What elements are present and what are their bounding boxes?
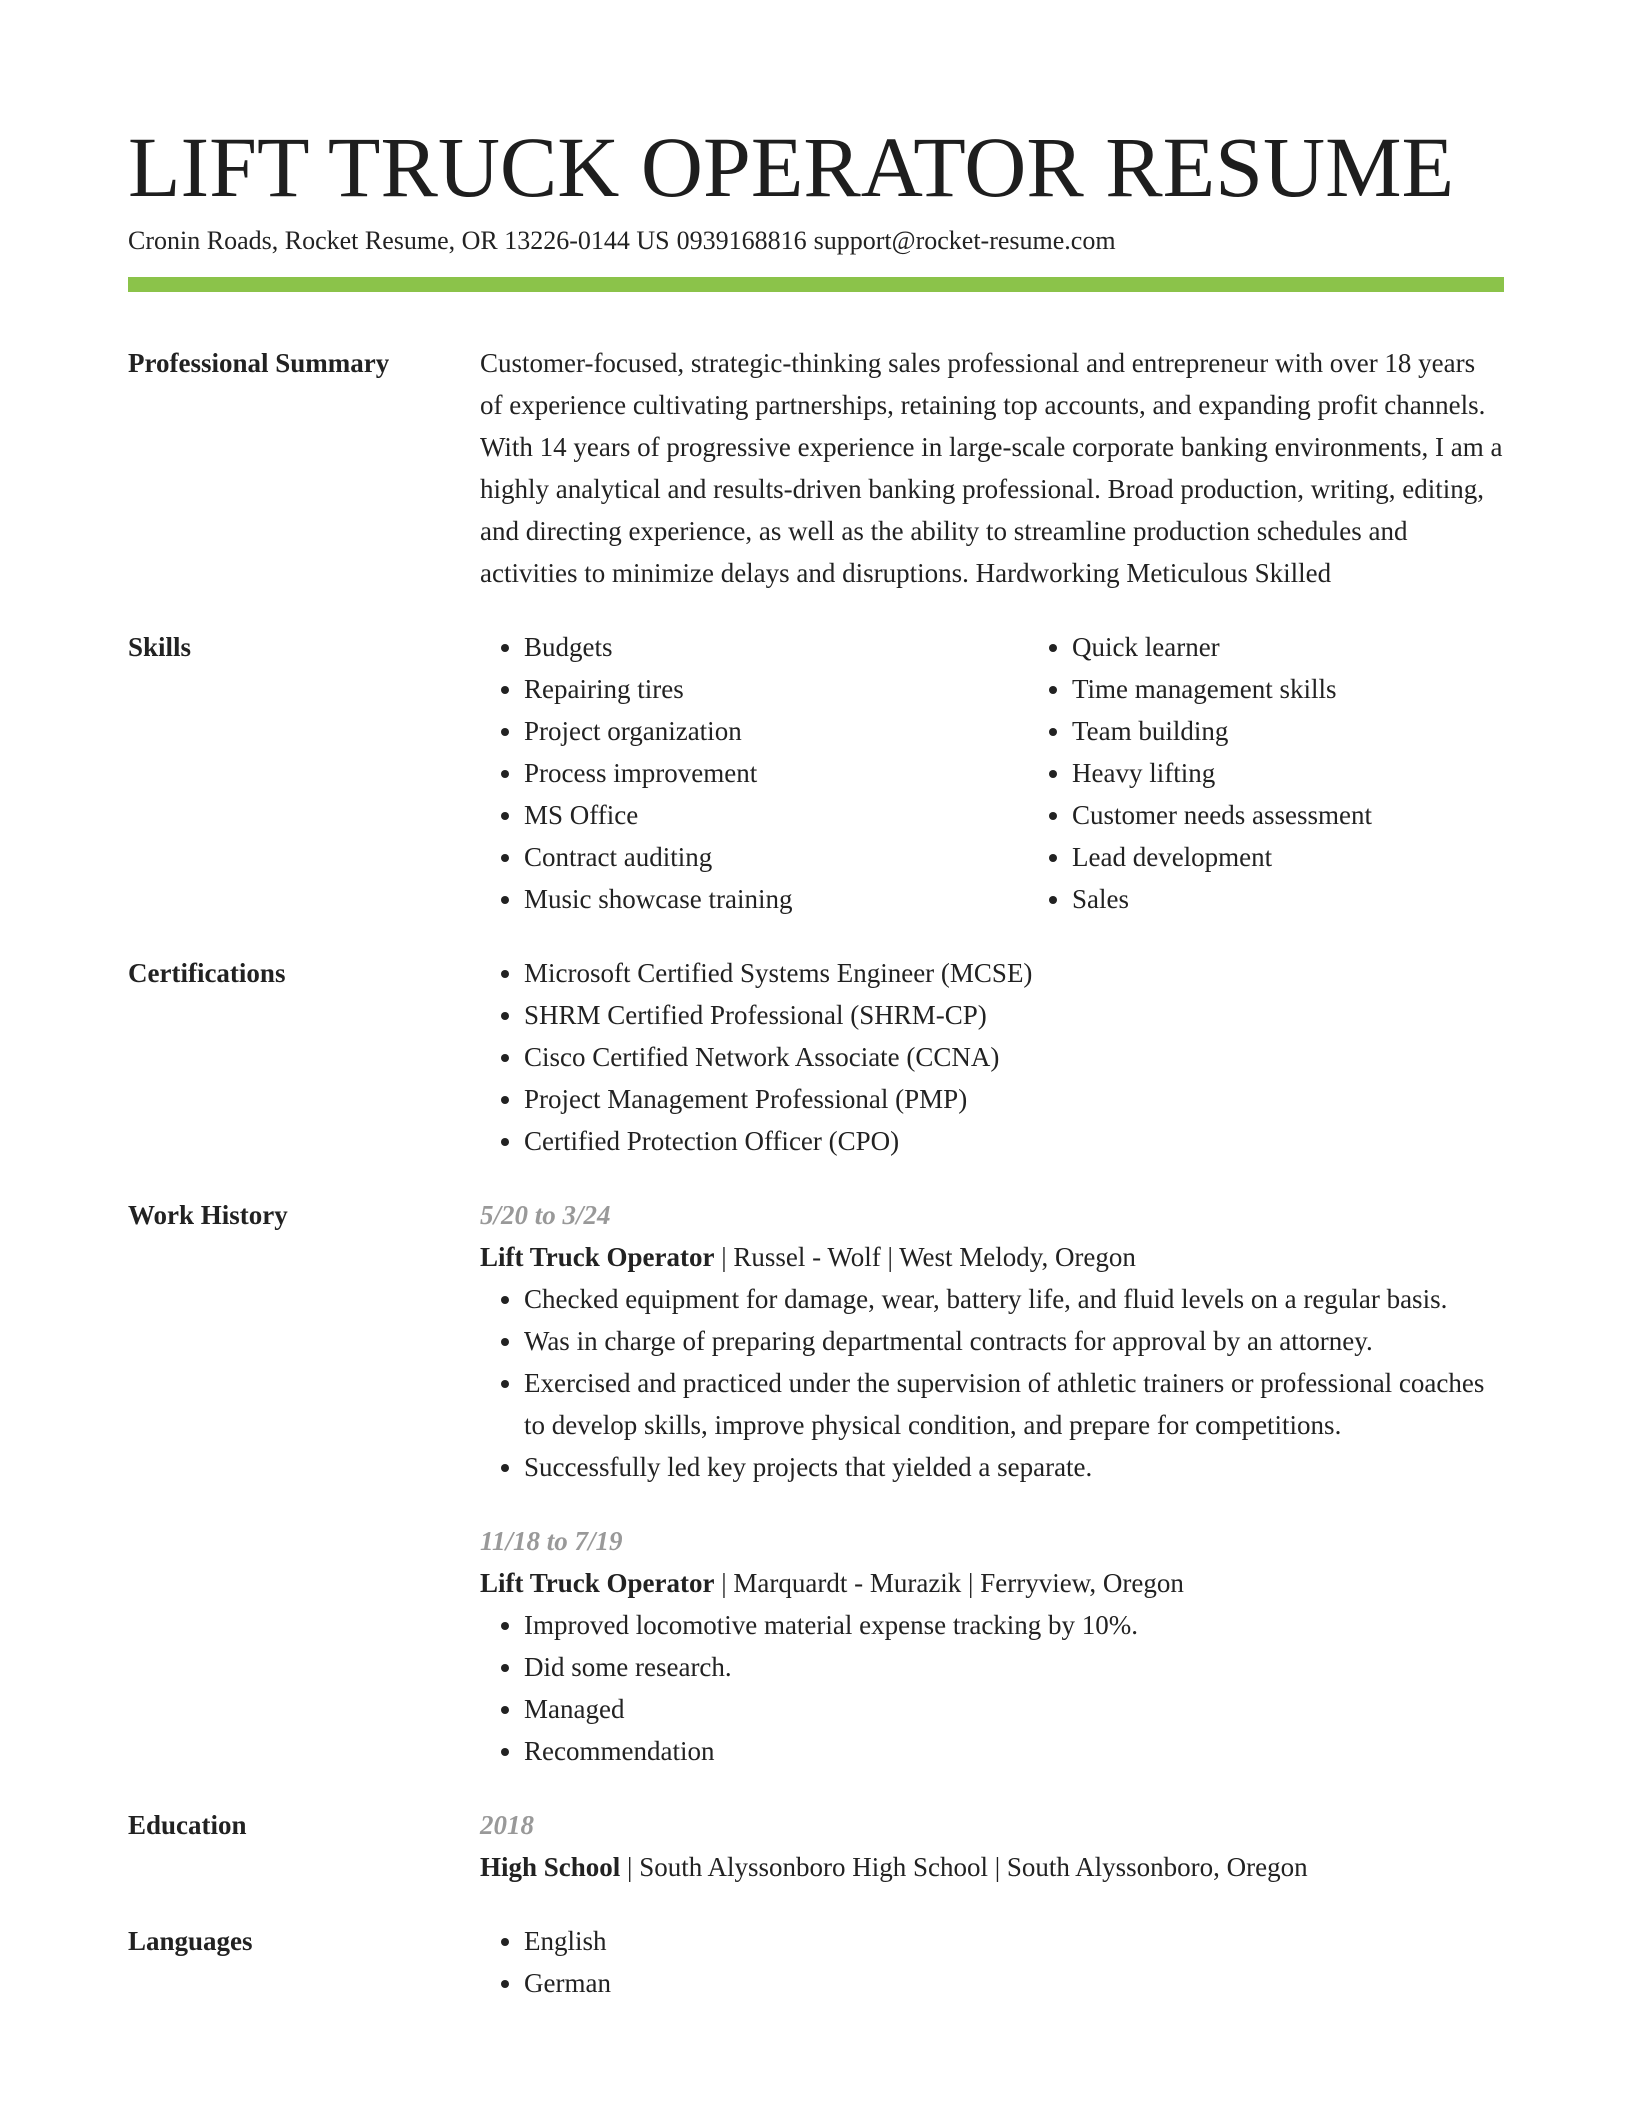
summary-section <box>128 342 1504 594</box>
resume-title: LIFT TRUCK OPERATOR RESUME <box>128 119 1455 215</box>
work-history-heading: Work History <box>128 1199 288 1230</box>
job-details: | Marquardt - Murazik | Ferryview, Oregon <box>714 1567 1184 1598</box>
certification-item: • SHRM Certified Professional (SHRM-CP) <box>524 994 1504 1036</box>
skills-heading: Skills <box>128 631 192 662</box>
language-item: • English <box>524 1920 1504 1962</box>
job-entry <box>480 1520 1504 1772</box>
languages-heading: Languages <box>128 1925 253 1956</box>
job-bullet: • Recommendation <box>524 1730 1504 1772</box>
contact-email: support@rocket-resume.com <box>813 225 1116 255</box>
job-bullet: • Managed <box>524 1688 1504 1730</box>
certifications-list <box>480 952 1504 1162</box>
education-line <box>480 1846 1504 1888</box>
job-entry <box>480 1194 1504 1488</box>
job-title: Lift Truck Operator <box>480 1241 715 1272</box>
job-bullet: • Exercised and practiced under the supervision of athletic trainers or professional coaches to develop skills, improve physical condition, and prepare for competitions. <box>524 1362 1504 1446</box>
job-title-line <box>480 1236 1504 1278</box>
languages-section <box>128 1920 1504 2004</box>
skill-item: • Repairing tires <box>524 668 1028 710</box>
skills-list-left <box>480 626 1028 920</box>
job-bullet: • Did some research. <box>524 1646 1504 1688</box>
resume-page <box>128 120 1504 2004</box>
education-degree: High School <box>480 1851 621 1882</box>
skills-section <box>128 626 1504 920</box>
skill-item: • Time management skills <box>1072 668 1576 710</box>
skill-item: • Sales <box>1072 878 1576 920</box>
certification-item: • Project Management Professional (PMP) <box>524 1078 1504 1120</box>
header-divider <box>128 277 1504 292</box>
contact-phone: 0939168816 <box>676 225 807 255</box>
job-bullet: • Was in charge of preparing departmental contracts for approval by an attorney. <box>524 1320 1504 1362</box>
education-date: 2018 <box>480 1809 534 1840</box>
job-bullets <box>480 1278 1504 1488</box>
skill-item: • Music showcase training <box>524 878 1028 920</box>
contact-line <box>128 223 1504 259</box>
skill-item: • Contract auditing <box>524 836 1028 878</box>
skills-list-right <box>1028 626 1576 920</box>
summary-heading: Professional Summary <box>128 347 390 378</box>
skill-item: • Team building <box>1072 710 1576 752</box>
contact-address: Cronin Roads, Rocket Resume, OR 13226-0144 US <box>128 225 670 255</box>
skill-item: • Quick learner <box>1072 626 1576 668</box>
certification-item: • Microsoft Certified Systems Engineer (MCSE) <box>524 952 1504 994</box>
language-item: • German <box>524 1962 1504 2004</box>
job-bullet: • Successfully led key projects that yielded a separate. <box>524 1446 1504 1488</box>
skill-item: • Process improvement <box>524 752 1028 794</box>
skill-item: • MS Office <box>524 794 1028 836</box>
skill-item: • Customer needs assessment <box>1072 794 1576 836</box>
job-bullet: • Checked equipment for damage, wear, battery life, and fluid levels on a regular basis. <box>524 1278 1504 1320</box>
education-heading: Education <box>128 1809 247 1840</box>
skill-item: • Lead development <box>1072 836 1576 878</box>
skill-item: • Budgets <box>524 626 1028 668</box>
certifications-heading: Certifications <box>128 957 286 988</box>
summary-text: Customer-focused, strategic-thinking sales professional and entrepreneur with over 18 years of experience cultivating partnerships, retaining top accounts, and expanding profit channels. With 14 years of progressive experience in large-scale corporate banking environments, I am a highly analytical and results-driven banking professional. Broad production, writing, editing, and directing experience, as well as the ability to streamline production schedules and activities to minimize delays and disruptions. Hardworking Meticulous Skilled <box>480 347 1503 588</box>
languages-list <box>480 1920 1504 2004</box>
work-history-section <box>128 1194 1504 1772</box>
skill-item: • Project organization <box>524 710 1028 752</box>
certification-item: • Certified Protection Officer (CPO) <box>524 1120 1504 1162</box>
job-bullet: • Improved locomotive material expense tracking by 10%. <box>524 1604 1504 1646</box>
job-details: | Russel - Wolf | West Melody, Oregon <box>714 1241 1136 1272</box>
certification-item: • Cisco Certified Network Associate (CCNA) <box>524 1036 1504 1078</box>
job-title-line <box>480 1562 1504 1604</box>
job-title: Lift Truck Operator <box>480 1567 715 1598</box>
certifications-section <box>128 952 1504 1162</box>
education-section <box>128 1804 1504 1888</box>
education-details: | South Alyssonboro High School | South Alyssonboro, Oregon <box>620 1851 1308 1882</box>
job-date: 11/18 to 7/19 <box>480 1525 623 1556</box>
skill-item: • Heavy lifting <box>1072 752 1576 794</box>
job-date: 5/20 to 3/24 <box>480 1199 611 1230</box>
job-bullets <box>480 1604 1504 1772</box>
